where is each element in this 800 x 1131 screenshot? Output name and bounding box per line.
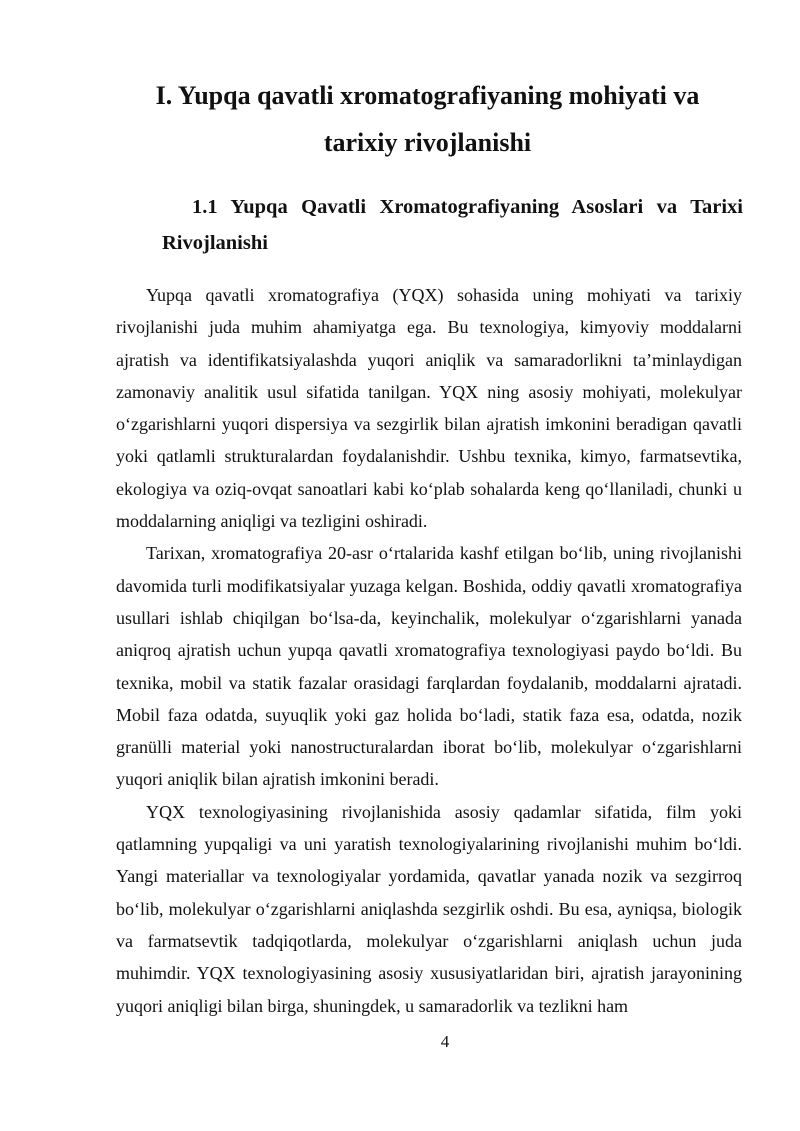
chapter-title xyxy=(130,72,725,166)
section-title-line-1: 1.1 Yupqa Qavatli Xromatografiyaning Asoslari va Tarixi xyxy=(192,196,743,218)
section-title xyxy=(162,189,743,261)
section-title-line-2: Rivojlanishi xyxy=(162,232,268,254)
paragraph-3: YQX texnologiyasining rivojlanishida asosiy qadamlar sifatida, film yoki qatlamning yupqaligi va uni yaratish texnologiyalarining rivojlanishi muhim bo‘ldi. Yangi materiallar va texnologiyalar yordamida, qavatlar yanada nozik va sezgirroq bo‘lib, molekulyar o‘zgarishlarni aniqlashda sezgirlik oshdi. Bu esa, ayniqsa, biologik va farmatsevtik tadqiqotlarda, molekulyar o‘zgarishlarni aniqlash uchun juda muhimdir. YQX texnologiyasining asosiy xususiyatlaridan biri, ajratish jarayonining yuqori aniqligi bilan birga, shuningdek, u samaradorlik va tezlikni ham xyxy=(116,801,742,1016)
paragraph-2: Tarixan, xromatografiya 20-asr o‘rtalarida kashf etilgan bo‘lib, uning rivojlanishi davomida turli modifikatsiyalar yuzaga kelgan. Boshida, oddiy qavatli xromatografiya usullari ishlab chiqilgan bo‘lsa-da, keyinchalik, molekulyar o‘zgarishlarni yanada aniqroq ajratish uchun yupqa qavatli xromatografiya texnologiyasi paydo bo‘ldi. Bu texnika, mobil va statik fazalar orasidagi farqlardan foydalanib, moddalarni ajratadi. Mobil faza odatda, suyuqlik yoki gaz holida bo‘ladi, statik faza esa, odatda, nozik granülli material yoki nanostructuralardan iborat bo‘lib, molekulyar o‘zgarishlarni yuqori aniqlik bilan ajratish imkonini beradi. xyxy=(116,543,742,790)
body-text xyxy=(116,279,742,1022)
page-number: 4 xyxy=(440,1032,450,1051)
paragraph-1: Yupqa qavatli xromatografiya (YQX) sohasida uning mohiyati va tarixiy rivojlanishi juda muhim ahamiyatga ega. Bu texnologiya, kimyoviy moddalarni ajratish va identifikatsiyalashda yuqori aniqlik va samaradorlikni ta’minlaydigan zamonaviy analitik usul sifatida tanilgan. YQX ning asosiy mohiyati, molekulyar o‘zgarishlarni yuqori dispersiya va sezgirlik bilan ajratish imkonini beradigan qavatli yoki qatlamli strukturalardan foydalanishdir. Ushbu texnika, kimyo, farmatsevtika, ekologiya va oziq-ovqat sanoatlari kabi ko‘plab sohalarda keng qo‘llaniladi, chunki u moddalarning aniqligi va tezligini oshiradi. xyxy=(116,285,742,532)
chapter-title-line-1: I. Yupqa qavatli xromatografiyaning mohiyati va xyxy=(155,81,700,110)
chapter-title-line-2: tarixiy rivojlanishi xyxy=(323,128,532,157)
